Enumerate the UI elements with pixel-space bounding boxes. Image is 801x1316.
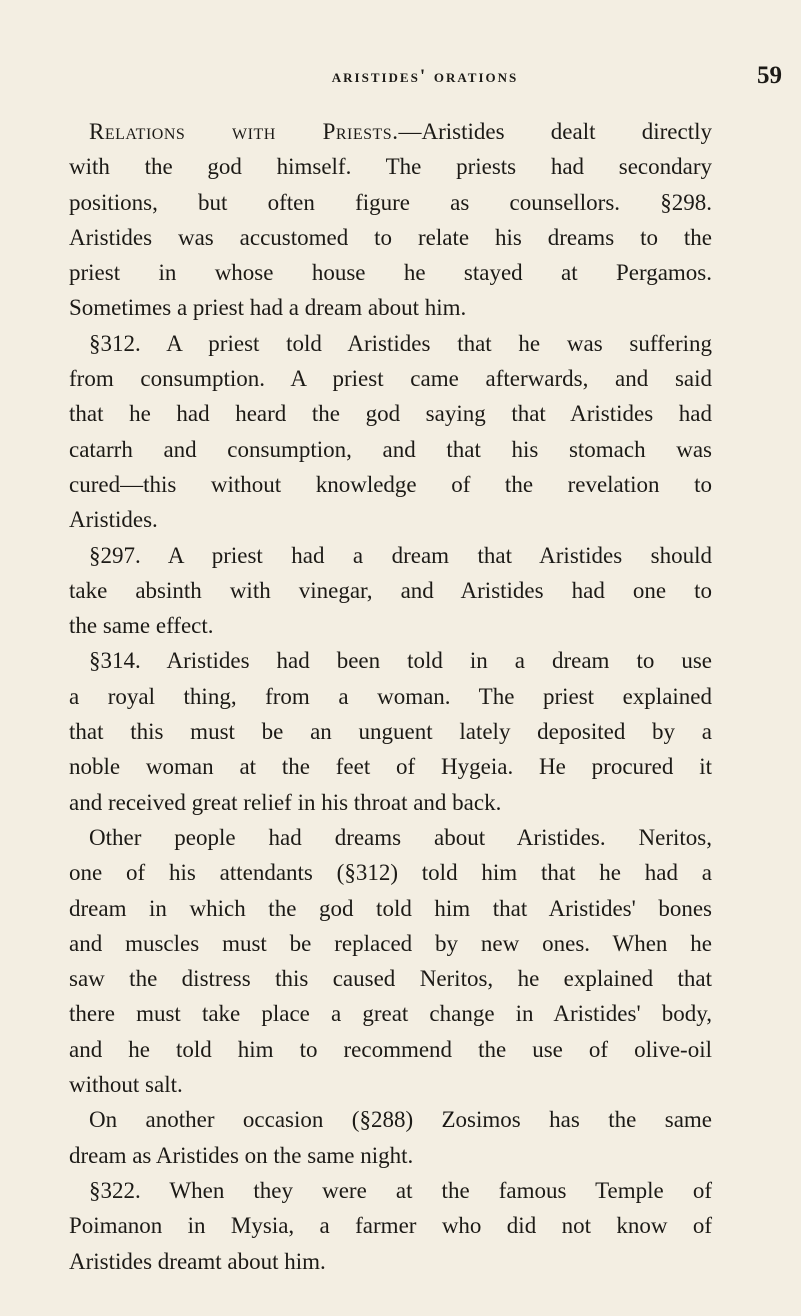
text-line: that this must be an unguent lately deposited by a	[69, 719, 712, 745]
paragraph-322-poimanon	[69, 1173, 712, 1279]
text-line: a royal thing, from a woman. The priest explained	[69, 683, 712, 709]
paragraph-288-zosimos	[69, 1102, 712, 1173]
text-line: noble woman at the feet of Hygeia. He procured it	[69, 754, 712, 780]
text-line: §314. Aristides had been told in a dream to use	[89, 648, 712, 674]
running-title: aristides' orations	[331, 66, 519, 87]
text-line: from consumption. A priest came afterwards, and said	[69, 366, 712, 392]
page-number: 59	[757, 62, 782, 89]
text-line: §322. When they were at the famous Temple of	[89, 1177, 712, 1203]
paragraph-312-consumption	[69, 326, 712, 538]
paragraph-relations-with-priests	[69, 114, 712, 326]
text-line: Sometimes a priest had a dream about him.	[69, 295, 467, 321]
text-line: positions, but often figure as counsellors. §298.	[69, 189, 712, 215]
text-line: On another occasion (§288) Zosimos has the same	[89, 1107, 712, 1133]
section-heading: Relations with Priests.	[89, 119, 399, 144]
text-line: Other people had dreams about Aristides. Neritos,	[89, 824, 712, 850]
text-line: cured—this without knowledge of the revelation to	[69, 471, 712, 497]
text-line: §297. A priest had a dream that Aristides should	[89, 542, 712, 568]
text-line: and muscles must be replaced by new ones. When he	[69, 930, 712, 956]
text-line: saw the distress this caused Neritos, he explained that	[69, 966, 712, 992]
text-line: Aristides.	[69, 507, 158, 533]
text-line: and he told him to recommend the use of olive-oil	[69, 1036, 712, 1062]
running-head	[68, 62, 782, 100]
text-line: catarrh and consumption, and that his stomach was	[69, 436, 712, 462]
text-line: Aristides was accustomed to relate his dreams to the	[69, 224, 712, 250]
text-line: there must take place a great change in Aristides' body,	[69, 1001, 712, 1027]
paragraph-neritos	[69, 820, 712, 1102]
text-line: §312. A priest told Aristides that he was suffering	[89, 330, 712, 356]
paragraph-297-absinth	[69, 538, 712, 644]
body-text	[69, 114, 712, 1279]
text-line: Aristides dreamt about him.	[69, 1248, 326, 1274]
text-line: dream as Aristides on the same night.	[69, 1142, 414, 1168]
text-line: take absinth with vinegar, and Aristides had one to	[69, 577, 712, 603]
paragraph-314-royal-thing	[69, 643, 712, 819]
text-line: priest in whose house he stayed at Pergamos.	[69, 260, 712, 286]
text-line: Poimanon in Mysia, a farmer who did not know of	[69, 1213, 712, 1239]
text-line: that he had heard the god saying that Aristides had	[69, 401, 712, 427]
text-line: and received great relief in his throat and back.	[69, 789, 502, 815]
text-line: dream in which the god told him that Aristides' bones	[69, 895, 712, 921]
text-line: with the god himself. The priests had secondary	[69, 154, 712, 180]
text-line: the same effect.	[69, 613, 214, 639]
text-line: without salt.	[69, 1072, 183, 1098]
text-line: Relations with Priests.—Aristides dealt directly	[89, 119, 713, 144]
text-line: one of his attendants (§312) told him that he had a	[69, 860, 712, 886]
